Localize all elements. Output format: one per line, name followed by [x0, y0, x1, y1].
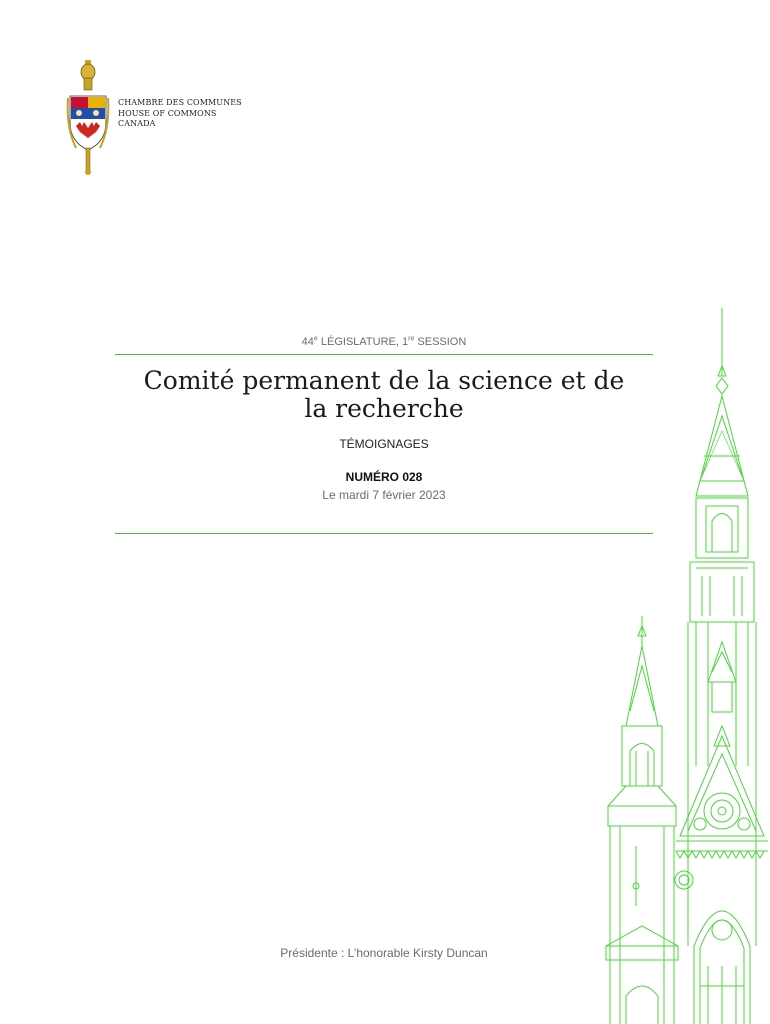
meeting-date: Le mardi 7 février 2023 — [322, 488, 446, 502]
chair-line: Présidente : L’honorable Kirsty Duncan — [280, 946, 488, 960]
top-divider — [115, 354, 653, 355]
institution-name — [118, 98, 242, 130]
session-superscript: re — [408, 335, 415, 343]
bottom-divider — [115, 533, 653, 534]
session-line — [115, 330, 653, 354]
legislature-number: 44 — [301, 336, 314, 348]
institution-name-fr: CHAMBRE DES COMMUNES — [118, 98, 242, 107]
legislature-label: LÉGISLATURE, — [317, 336, 402, 348]
title-block — [115, 330, 653, 502]
institution-name-en: HOUSE OF COMMONS — [118, 108, 217, 118]
institution-country: CANADA — [118, 119, 156, 128]
parliament-crest-icon — [66, 58, 110, 176]
issue-number: NUMÉRO 028 — [345, 470, 423, 484]
session-number: 1 — [401, 336, 409, 348]
committee-title: Comité permanent de la science et de la recherche — [143, 366, 625, 423]
document-type: TÉMOIGNAGES — [339, 437, 429, 451]
legislature-superscript: e — [313, 335, 318, 343]
peace-tower-illustration — [596, 306, 770, 1024]
session-label: SESSION — [414, 336, 467, 348]
